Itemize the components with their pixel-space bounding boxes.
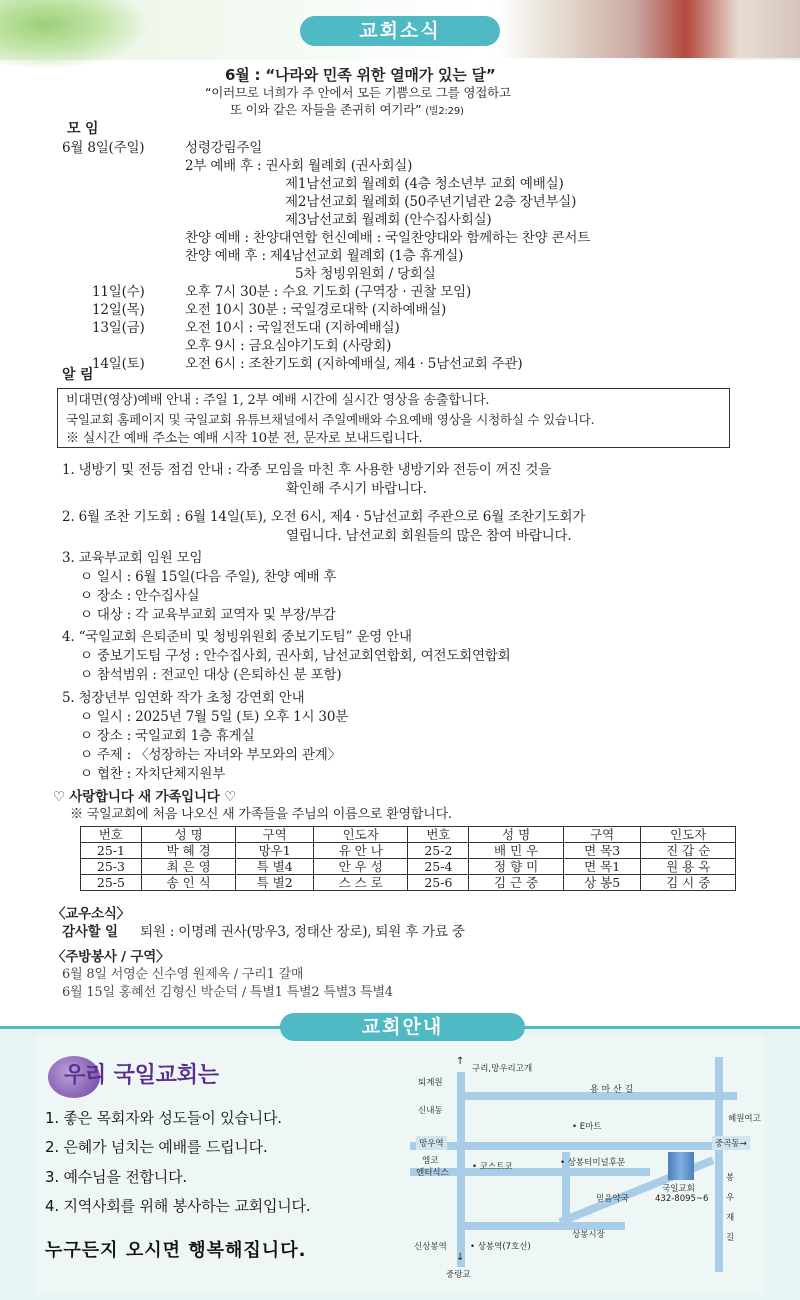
road-east-vertical bbox=[715, 1057, 723, 1272]
meeting-text: 오후 7시 30분 : 수요 기도회 (구역장 · 권찰 모임) bbox=[185, 284, 472, 300]
meeting-text: 오후 9시 : 금요심야기도회 (사랑회) bbox=[185, 338, 392, 354]
meeting-text: 찬양 예배 후 : 제4남선교회 월례회 (1층 휴게실) bbox=[185, 248, 464, 264]
table-cell: 25-3 bbox=[81, 859, 142, 875]
new-family-heading: ♡ 사랑합니다 새 가족입니다 ♡ bbox=[53, 789, 237, 805]
table-header-row bbox=[81, 827, 736, 843]
table-header-cell: 성 명 bbox=[141, 827, 236, 843]
meeting-text: 제1남선교회 월례회 (4층 청소년부 교회 예배실) bbox=[285, 176, 564, 192]
new-family-note: ※ 국일교회에 처음 나오신 새 가족들을 주님의 이름으로 환영합니다. bbox=[70, 807, 452, 822]
notice-item-line: 5. 청장년부 임연화 작가 초청 강연회 안내 bbox=[62, 690, 305, 706]
notice-box-line: 비대면(영상)예배 안내 : 주일 1, 2부 예배 시간에 실시간 영상을 송출합니다. bbox=[66, 393, 490, 408]
table-row bbox=[81, 843, 736, 859]
map-label: 망우역 bbox=[416, 1136, 447, 1150]
map-label: 퇴계원 bbox=[418, 1078, 443, 1088]
meeting-text: 2부 예배 후 : 권사회 월례회 (권사회실) bbox=[185, 158, 413, 174]
map-label: 엠코 bbox=[422, 1156, 439, 1166]
month-theme: 6월 : “나라와 민족 위한 열매가 있는 달” bbox=[225, 66, 496, 84]
table-row bbox=[81, 875, 736, 891]
section-title-church-news: 교회소식 bbox=[300, 16, 500, 46]
map-label-top: 구리,망우리고개 bbox=[472, 1064, 533, 1074]
table-header-cell: 인도자 bbox=[641, 827, 736, 843]
map-church-phone: 432-8095~6 bbox=[655, 1194, 709, 1204]
thanks-text: 퇴원 : 이명례 권사(망우3, 정태산 장로), 퇴원 후 가료 중 bbox=[140, 924, 465, 940]
map-label bbox=[712, 1136, 750, 1150]
junggok-label: 중곡동 bbox=[715, 1139, 740, 1149]
map-label: 믿음약국 bbox=[596, 1194, 629, 1204]
slogan-text: 우리 국일교회는 bbox=[64, 1063, 219, 1088]
verse-reference: (빌2:29) bbox=[425, 106, 464, 117]
thanks-label: 감사할 일 bbox=[62, 924, 118, 940]
table-cell: 정 향 미 bbox=[469, 859, 564, 875]
map-label: 엔터식스 bbox=[416, 1168, 449, 1178]
map-label: 상봉시장 bbox=[572, 1230, 605, 1240]
table-cell: 최 은 영 bbox=[141, 859, 236, 875]
guide-item: 1. 좋은 목회자와 성도들이 있습니다. bbox=[45, 1109, 282, 1127]
table-cell: 면 목3 bbox=[563, 843, 641, 859]
notice-item-line: ㅇ 참석범위 : 전교인 대상 (은퇴하신 분 포함) bbox=[80, 667, 342, 683]
notice-item-line: ㅇ 주제 : 〈성장하는 자녀와 부모와의 관계〉 bbox=[80, 747, 341, 763]
meeting-text: 찬양 예배 : 찬양대연합 헌신예배 : 국일찬양대와 함께하는 찬양 콘서트 bbox=[185, 230, 591, 246]
table-cell: 망우1 bbox=[236, 843, 314, 859]
map-label-bottom: 중랑교 bbox=[446, 1270, 471, 1280]
notices-heading: 알 림 bbox=[62, 367, 94, 383]
table-header-cell: 성 명 bbox=[469, 827, 564, 843]
table-header-cell: 번호 bbox=[81, 827, 142, 843]
kitchen-line: 6월 15일 홍혜선 김형신 박순덕 / 특별1 특별2 특별3 특별4 bbox=[62, 985, 393, 1000]
member-news-heading: 〈교우소식〉 bbox=[52, 906, 130, 922]
header-photo bbox=[500, 0, 800, 58]
guide-closing: 누구든지 오시면 행복해집니다. bbox=[45, 1240, 307, 1261]
notice-item-line: 3. 교육부교회 임원 모임 bbox=[62, 550, 203, 566]
section-title-church-guide: 교회안내 bbox=[280, 1013, 525, 1041]
notice-item-line: 열립니다. 남선교회 회원들의 많은 참여 바랍니다. bbox=[286, 528, 572, 544]
meeting-text: 5차 청빙위원회 / 당회실 bbox=[295, 266, 436, 282]
table-cell: 진 갑 순 bbox=[641, 843, 736, 859]
guide-item: 3. 예수님을 전합니다. bbox=[45, 1168, 187, 1186]
meeting-text: 제2남선교회 월례회 (50주년기념관 2층 장년부실) bbox=[285, 194, 577, 210]
meeting-text: 오전 10시 30분 : 국일경로대학 (지하예배실) bbox=[185, 302, 447, 318]
arrow-up-icon: ↑ bbox=[456, 1056, 465, 1067]
guide-item: 4. 지역사회를 위해 봉사하는 교회입니다. bbox=[45, 1197, 311, 1215]
table-cell: 유 안 나 bbox=[313, 843, 408, 859]
table-cell: 특 별2 bbox=[236, 875, 314, 891]
table-cell: 25-4 bbox=[408, 859, 469, 875]
leaf-decoration bbox=[0, 0, 150, 70]
kitchen-line: 6월 8일 서영순 신수영 원제옥 / 구리1 갈매 bbox=[62, 967, 304, 982]
notice-item-line: 1. 냉방기 및 전등 점검 안내 : 각종 모임을 마친 후 사용한 냉방기와 전등이 꺼진 것을 bbox=[62, 462, 552, 478]
table-cell: 안 우 성 bbox=[313, 859, 408, 875]
church-building-icon bbox=[668, 1152, 694, 1180]
meeting-date: 11일(수) bbox=[92, 284, 145, 300]
member-news-line bbox=[62, 923, 465, 941]
kitchen-heading: 〈주방봉사 / 구역〉 bbox=[52, 949, 170, 965]
verse-line-1: “이러므로 너희가 주 안에서 모든 기쁨으로 그를 영접하고 bbox=[205, 85, 511, 100]
notice-box-line: ※ 실시간 예배 주소는 예배 시작 10분 전, 문자로 보내드립니다. bbox=[66, 431, 423, 446]
map-label: 신상봉역 bbox=[414, 1242, 447, 1252]
notice-item-line: 2. 6월 조찬 기도회 : 6월 14일(토), 오전 6시, 제4 · 5남선교회 주관으로 6월 조찬기도회가 bbox=[62, 509, 586, 525]
arrow-right-icon: → bbox=[739, 1139, 747, 1149]
table-cell: 25-1 bbox=[81, 843, 142, 859]
table-cell: 상 봉5 bbox=[563, 875, 641, 891]
table-row bbox=[81, 859, 736, 875]
notice-item-line: ㅇ 일시 : 6월 15일(다음 주일), 찬양 예배 후 bbox=[80, 569, 337, 585]
road-middle bbox=[410, 1142, 750, 1150]
map-church-name: 국일교회 bbox=[662, 1184, 695, 1194]
meeting-date: 14일(토) bbox=[92, 356, 145, 372]
notice-item-line: ㅇ 협찬 : 자치단체지원부 bbox=[80, 766, 226, 782]
table-cell: 배 민 우 bbox=[469, 843, 564, 859]
table-header-cell: 인도자 bbox=[313, 827, 408, 843]
map-label: 신내동 bbox=[418, 1106, 443, 1116]
notice-item-line: 확인해 주시기 바랍니다. bbox=[286, 481, 427, 497]
location-map bbox=[410, 1052, 770, 1284]
meeting-date: 13일(금) bbox=[92, 320, 145, 336]
notice-item-line: 4. “국일교회 은퇴준비 및 청빙위원회 중보기도팀” 운영 안내 bbox=[62, 629, 412, 645]
table-cell: 25-5 bbox=[81, 875, 142, 891]
table-cell: 송 인 식 bbox=[141, 875, 236, 891]
map-label: • 코스트코 bbox=[472, 1162, 513, 1172]
meeting-text: 오전 6시 : 조찬기도회 (지하예배실, 제4 · 5남선교회 주관) bbox=[185, 356, 523, 372]
table-cell: 스 스 로 bbox=[313, 875, 408, 891]
map-label-vertical-road: 봉 우 재 길 bbox=[726, 1173, 735, 1243]
table-cell: 특 별4 bbox=[236, 859, 314, 875]
notice-box-line: 국일교회 홈페이지 및 국일교회 유튜브채널에서 주일예배와 수요예배 영상을 시청하실 수 있습니다. bbox=[66, 412, 595, 427]
notice-item-line: ㅇ 대상 : 각 교육부교회 교역자 및 부장/부감 bbox=[80, 607, 336, 623]
table-cell: 면 목1 bbox=[563, 859, 641, 875]
map-label: • 상봉터미널후문 bbox=[560, 1158, 626, 1168]
table-cell: 박 혜 경 bbox=[141, 843, 236, 859]
meetings-heading: 모 임 bbox=[67, 121, 99, 137]
verse-text: 또 이와 같은 자들을 존귀히 여기라” bbox=[230, 102, 422, 117]
map-label: 혜원여고 bbox=[728, 1114, 761, 1124]
table-cell: 25-2 bbox=[408, 843, 469, 859]
arrow-down-icon: ↓ bbox=[456, 1252, 465, 1263]
map-label-main-road: 용 마 산 길 bbox=[590, 1085, 634, 1095]
meeting-date: 6월 8일(주일) bbox=[62, 140, 145, 156]
notice-item-line: ㅇ 장소 : 안수집사실 bbox=[80, 588, 200, 604]
table-cell: 김 시 중 bbox=[641, 875, 736, 891]
notice-item-line: ㅇ 장소 : 국일교회 1층 휴게실 bbox=[80, 728, 255, 744]
table-header-cell: 구역 bbox=[563, 827, 641, 843]
table-cell: 김 근 중 bbox=[469, 875, 564, 891]
meeting-text: 오전 10시 : 국일전도대 (지하예배실) bbox=[185, 320, 400, 336]
map-label: • 상봉역(7호선) bbox=[470, 1242, 531, 1252]
meeting-text: 성령강림주일 bbox=[185, 140, 263, 156]
meeting-text: 제3남선교회 월례회 (안수집사회실) bbox=[285, 212, 492, 228]
table-header-cell: 번호 bbox=[408, 827, 469, 843]
verse-line-2 bbox=[230, 101, 464, 121]
table-header-cell: 구역 bbox=[236, 827, 314, 843]
new-family-table bbox=[80, 826, 736, 891]
table-cell: 원 용 옥 bbox=[641, 859, 736, 875]
notice-item-line: ㅇ 중보기도팀 구성 : 안수집사회, 권사회, 남선교회연합회, 여전도회연합회 bbox=[80, 648, 511, 664]
table-cell: 25-6 bbox=[408, 875, 469, 891]
guide-item: 2. 은혜가 넘치는 예배를 드립니다. bbox=[45, 1138, 268, 1156]
meeting-date: 12일(목) bbox=[92, 302, 145, 318]
notice-item-line: ㅇ 일시 : 2025년 7월 5일 (토) 오후 1시 30분 bbox=[80, 709, 349, 725]
map-label: • E마트 bbox=[572, 1122, 602, 1132]
